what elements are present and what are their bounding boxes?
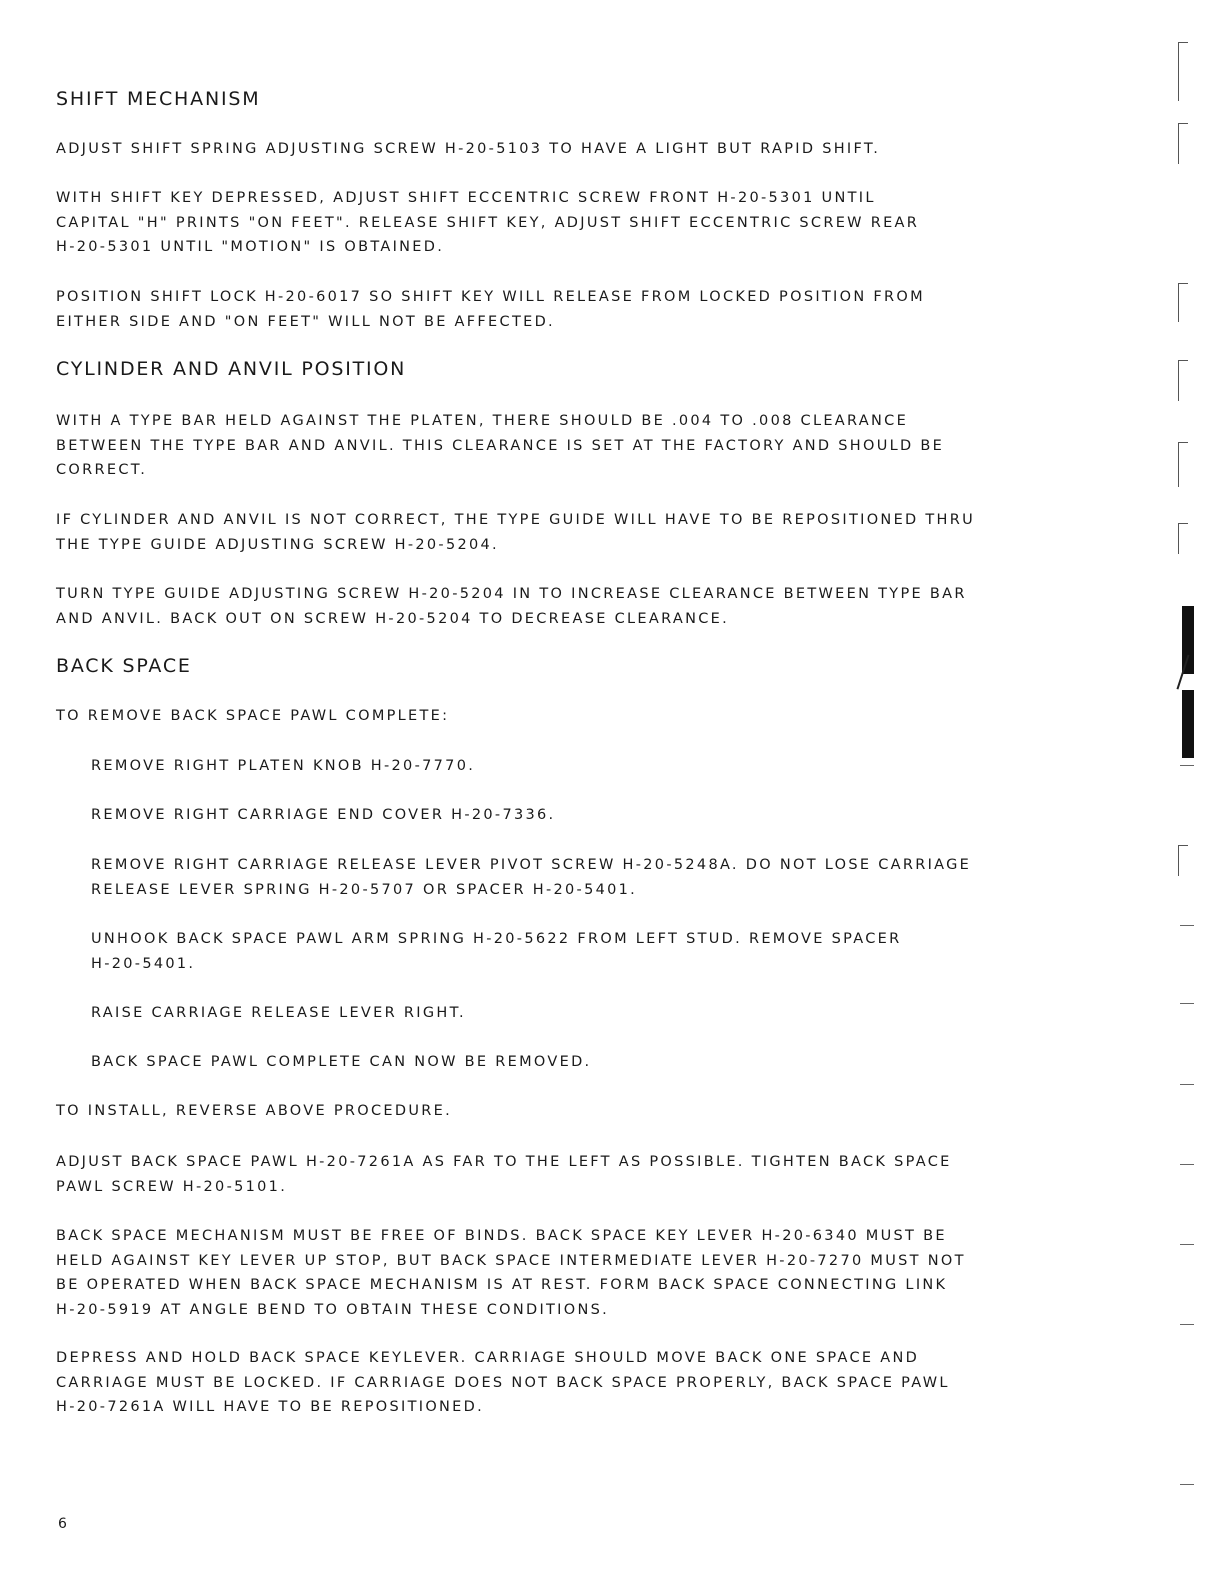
edge-bracket bbox=[1178, 845, 1188, 876]
text-line: POSITION SHIFT LOCK H-20-6017 SO SHIFT KEY WILL RELEASE FROM LOCKED POSITION FROM bbox=[56, 289, 925, 305]
edge-dash bbox=[1180, 1324, 1194, 1325]
procedure-step bbox=[91, 754, 1131, 779]
paragraph bbox=[56, 1099, 1136, 1124]
paragraph bbox=[56, 704, 1136, 729]
text-line: REMOVE RIGHT CARRIAGE END COVER H-20-7336. bbox=[91, 807, 556, 823]
text-line: WITH SHIFT KEY DEPRESSED, ADJUST SHIFT ECCENTRIC SCREW FRONT H-20-5301 UNTIL bbox=[56, 190, 876, 206]
text-line: H-20-5919 AT ANGLE BEND TO OBTAIN THESE CONDITIONS. bbox=[56, 1301, 610, 1318]
paragraph bbox=[56, 409, 1136, 483]
procedure-step bbox=[91, 853, 1131, 902]
text-line: CARRIAGE MUST BE LOCKED. IF CARRIAGE DOES NOT BACK SPACE PROPERLY, BACK SPACE PAWL bbox=[56, 1374, 950, 1391]
text-line: IF CYLINDER AND ANVIL IS NOT CORRECT, THE TYPE GUIDE WILL HAVE TO BE REPOSITIONED THRU bbox=[56, 512, 976, 528]
edge-bracket bbox=[1178, 523, 1188, 554]
edge-bracket bbox=[1178, 123, 1188, 164]
text-line: AND ANVIL. BACK OUT ON SCREW H-20-5204 TO DECREASE CLEARANCE. bbox=[56, 610, 730, 627]
text-line: ADJUST SHIFT SPRING ADJUSTING SCREW H-20-5103 TO HAVE A LIGHT BUT RAPID SHIFT. bbox=[56, 141, 881, 157]
edge-dash bbox=[1180, 925, 1194, 926]
text-line: BE OPERATED WHEN BACK SPACE MECHANISM IS AT REST. FORM BACK SPACE CONNECTING LINK bbox=[56, 1277, 948, 1293]
procedure-step bbox=[91, 803, 1131, 828]
paragraph bbox=[56, 186, 1136, 260]
text-line: THE TYPE GUIDE ADJUSTING SCREW H-20-5204. bbox=[56, 536, 499, 553]
edge-dash bbox=[1180, 1244, 1194, 1245]
text-line: BACK SPACE MECHANISM MUST BE FREE OF BINDS. BACK SPACE KEY LEVER H-20-6340 MUST BE bbox=[56, 1228, 947, 1244]
text-line: TURN TYPE GUIDE ADJUSTING SCREW H-20-5204 IN TO INCREASE CLEARANCE BETWEEN TYPE BAR bbox=[56, 586, 967, 602]
edge-bracket bbox=[1178, 442, 1188, 487]
page-number: 6 bbox=[58, 1516, 68, 1532]
edge-bracket bbox=[1178, 360, 1188, 401]
paragraph bbox=[56, 1224, 1136, 1322]
text-line: H-20-5301 UNTIL "MOTION" IS OBTAINED. bbox=[56, 239, 445, 255]
text-line: REMOVE RIGHT PLATEN KNOB H-20-7770. bbox=[91, 758, 476, 774]
text-line: BACK SPACE PAWL COMPLETE CAN NOW BE REMOVED. bbox=[91, 1054, 592, 1070]
section-heading-back-space: BACK SPACE bbox=[56, 655, 192, 677]
text-line: CORRECT. bbox=[56, 462, 148, 478]
edge-black-bar bbox=[1182, 690, 1194, 758]
edge-dash bbox=[1180, 1164, 1194, 1165]
binder-edge-marks bbox=[1168, 30, 1198, 1510]
text-line: UNHOOK BACK SPACE PAWL ARM SPRING H-20-5622 FROM LEFT STUD. REMOVE SPACER bbox=[91, 931, 902, 947]
text-line: RELEASE LEVER SPRING H-20-5707 OR SPACER H-20-5401. bbox=[91, 881, 638, 898]
edge-bracket bbox=[1178, 42, 1188, 101]
text-line: H-20-5401. bbox=[91, 955, 196, 972]
paragraph bbox=[56, 508, 1136, 557]
procedure-step bbox=[91, 1050, 1131, 1075]
procedure-step bbox=[91, 927, 1131, 976]
text-line: DEPRESS AND HOLD BACK SPACE KEYLEVER. CARRIAGE SHOULD MOVE BACK ONE SPACE AND bbox=[56, 1350, 920, 1366]
edge-bracket bbox=[1178, 283, 1188, 322]
edge-dash bbox=[1180, 1484, 1194, 1485]
text-line: CAPITAL "H" PRINTS "ON FEET". RELEASE SHIFT KEY, ADJUST SHIFT ECCENTRIC SCREW REAR bbox=[56, 214, 920, 231]
paragraph bbox=[56, 1346, 1136, 1420]
paragraph bbox=[56, 1150, 1136, 1199]
paragraph bbox=[56, 582, 1136, 631]
text-line: PAWL SCREW H-20-5101. bbox=[56, 1178, 288, 1195]
text-line: ADJUST BACK SPACE PAWL H-20-7261A AS FAR TO THE LEFT AS POSSIBLE. TIGHTEN BACK SPACE bbox=[56, 1154, 952, 1170]
section-heading-cylinder-and-anvil-position: CYLINDER AND ANVIL POSITION bbox=[56, 358, 407, 380]
text-line: TO REMOVE BACK SPACE PAWL COMPLETE: bbox=[56, 708, 450, 724]
text-line: H-20-7261A WILL HAVE TO BE REPOSITIONED. bbox=[56, 1399, 485, 1415]
paragraph bbox=[56, 285, 1136, 334]
edge-dash bbox=[1180, 1084, 1194, 1085]
edge-dash bbox=[1180, 765, 1194, 766]
edge-dash bbox=[1180, 1003, 1194, 1004]
text-line: HELD AGAINST KEY LEVER UP STOP, BUT BACK SPACE INTERMEDIATE LEVER H-20-7270 MUST NOT bbox=[56, 1252, 966, 1269]
text-line: BETWEEN THE TYPE BAR AND ANVIL. THIS CLEARANCE IS SET AT THE FACTORY AND SHOULD BE bbox=[56, 437, 945, 454]
text-line: EITHER SIDE AND "ON FEET" WILL NOT BE AFFECTED. bbox=[56, 313, 555, 330]
text-line: REMOVE RIGHT CARRIAGE RELEASE LEVER PIVOT SCREW H-20-5248A. DO NOT LOSE CARRIAGE bbox=[91, 857, 972, 873]
text-line: RAISE CARRIAGE RELEASE LEVER RIGHT. bbox=[91, 1005, 466, 1021]
paragraph bbox=[56, 137, 1136, 162]
section-heading-shift-mechanism: SHIFT MECHANISM bbox=[56, 88, 261, 110]
text-line: WITH A TYPE BAR HELD AGAINST THE PLATEN, THERE SHOULD BE .004 TO .008 CLEARANCE bbox=[56, 413, 909, 429]
text-line: TO INSTALL, REVERSE ABOVE PROCEDURE. bbox=[56, 1103, 453, 1119]
procedure-step bbox=[91, 1001, 1131, 1026]
